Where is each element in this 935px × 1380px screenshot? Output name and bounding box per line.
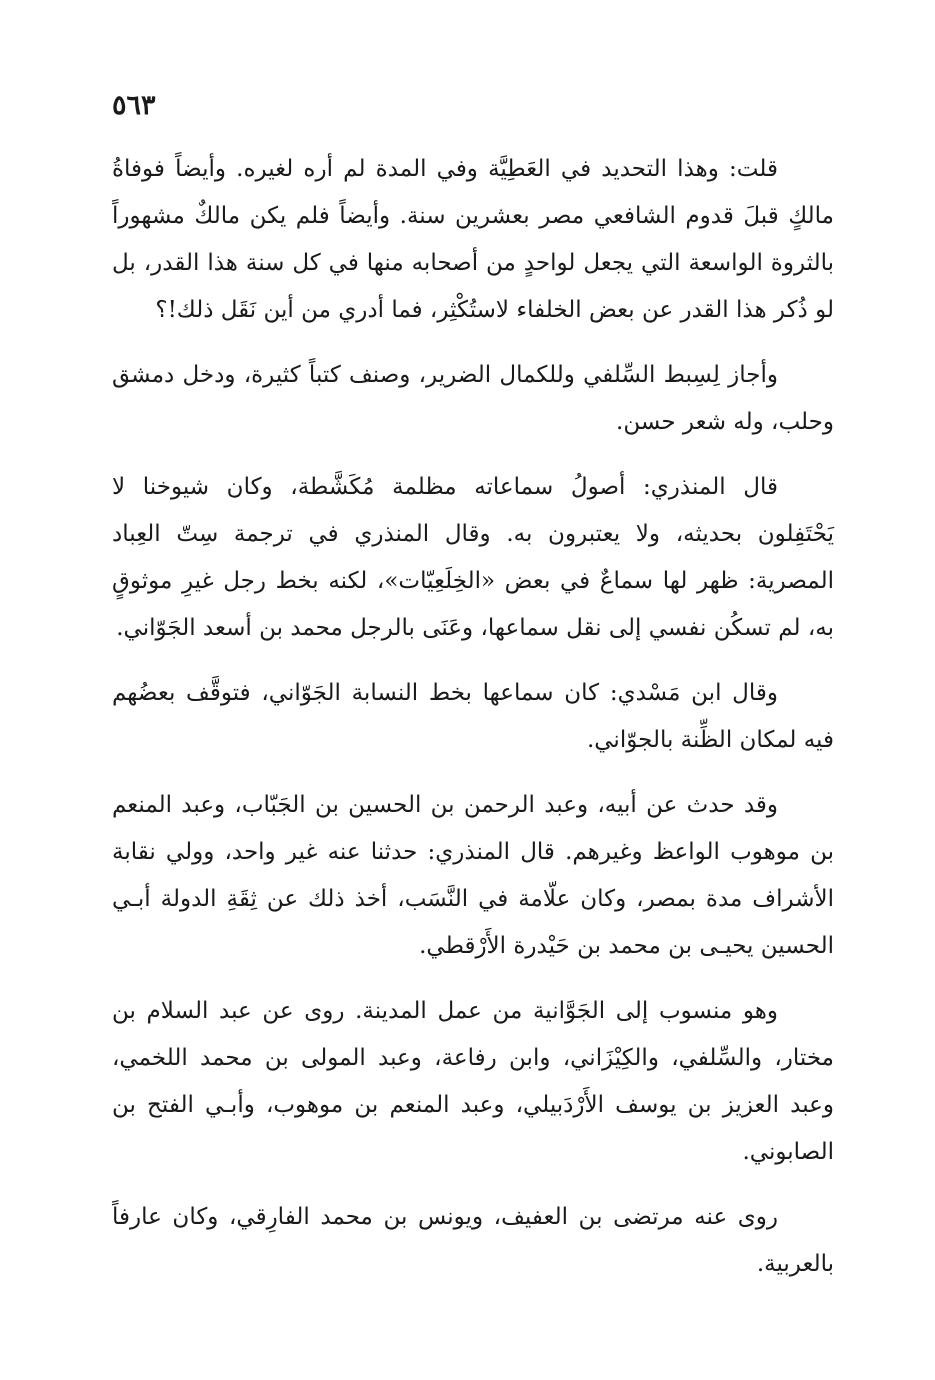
page-body bbox=[112, 146, 834, 1306]
paragraph: وقال ابن مَسْدي: كان سماعها بخط النسابة الجَوّاني، فتوقَّف بعضُهم فيه لمكان الظِّنة بالجوّاني. bbox=[112, 680, 834, 753]
paragraph: قال المنذري: أصولُ سماعاته مظلمة مُكَشَّطة، وكان شيوخنا لا يَحْتَفِلون بحديثه، ولا يعتبرون به. وقال المنذري في ترجمة سِتّ العِباد المصرية: ظهر لها سماعٌ في بعض «الخِلَعِيّات»، لكنه بخط رجل غيرِ موثوقٍ به، لم تسكُن نفسي إلى نقل سماعها، وعَنَى بالرجل محمد بن أسعد الجَوّاني. bbox=[112, 474, 834, 641]
page-number: ٥٦٣ bbox=[112, 90, 156, 121]
paragraph: وهو منسوب إلى الجَوَّانية من عمل المدينة. روى عن عبد السلام بن مختار، والسِّلفي، والكِيْزَاني، وابن رفاعة، وعبد المولى بن محمد اللخمي، وعبد العزيز بن يوسف الأَرْدَبيلي، وعبد المنعم بن موهوب، وأبـي الفتح بن الصابوني. bbox=[112, 998, 834, 1165]
paragraph: روى عنه مرتضى بن العفيف، ويونس بن محمد الفارِقي، وكان عارفاً بالعربية. bbox=[112, 1204, 834, 1277]
paragraph: قلت: وهذا التحديد في العَطِيَّة وفي المدة لم أره لغيره. وأيضاً فوفاةُ مالكٍ قبلَ قدوم الشافعي مصر بعشرين سنة. وأيضاً فلم يكن مالكٌ مشهوراً بالثروة الواسعة التي يجعل لواحدٍ من أصحابه منها في كل سنة هذا القدر، بل لو ذُكر هذا القدر عن بعض الخلفاء لاستُكْثِر، فما أدري من أين نَقَل ذلك!؟ bbox=[112, 156, 834, 323]
paragraph: وقد حدث عن أبيه، وعبد الرحمن بن الحسين بن الجَبّاب، وعبد المنعم بن موهوب الواعظ وغيرهم. قال المنذري: حدثنا عنه غير واحد، وولي نقابة الأشراف مدة بمصر، وكان علّامة في النَّسَب، أخذ ذلك عن ثِقَةِ الدولة أبـي الحسين يحيـى بن محمد بن حَيْدرة الأَرْقطي. bbox=[112, 792, 834, 959]
paragraph: وأجاز لِسِبط السِّلفي وللكمال الضرير، وصنف كتباً كثيرة، ودخل دمشق وحلب، وله شعر حسن. bbox=[112, 362, 834, 435]
